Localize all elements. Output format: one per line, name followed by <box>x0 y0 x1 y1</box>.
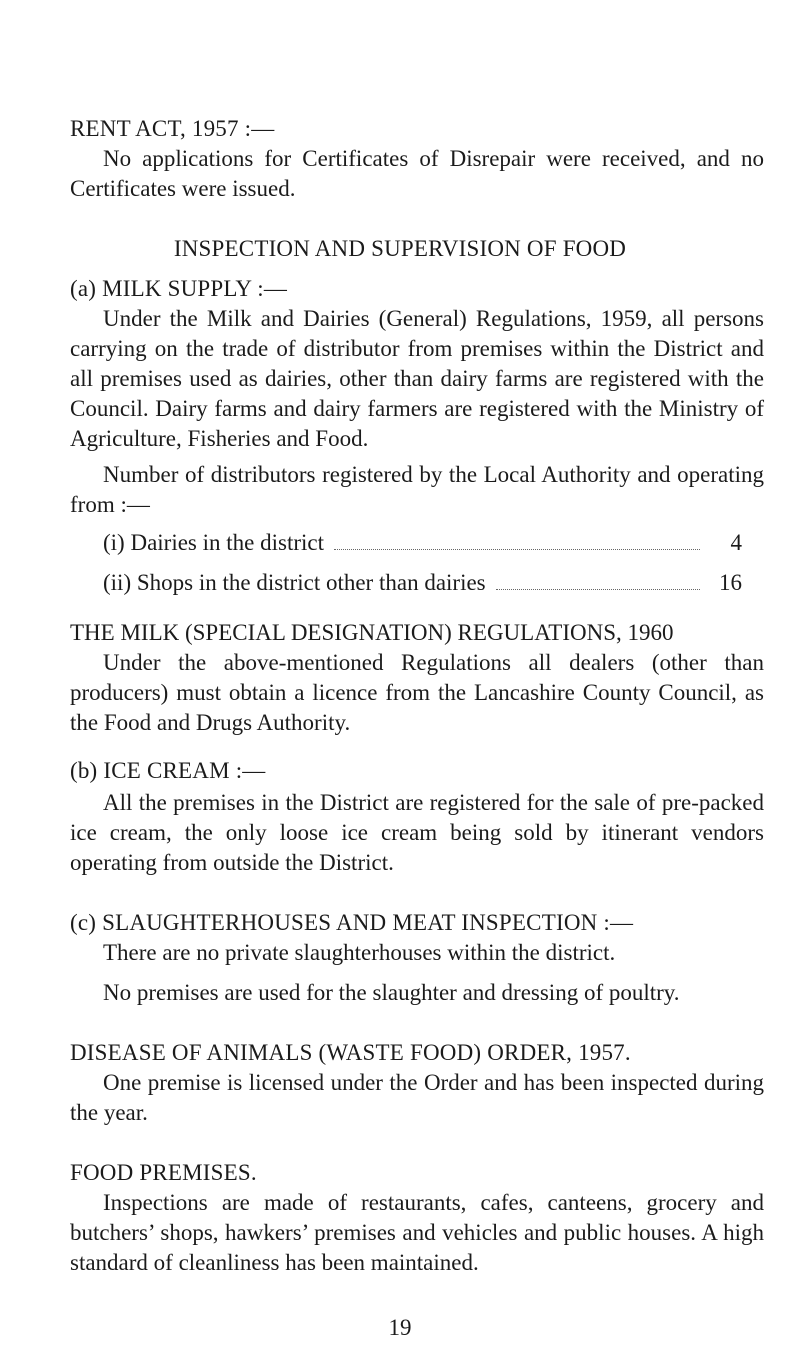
slaughterhouses-line-2: No premises are used for the slaughter and dressing of poultry. <box>103 980 680 1005</box>
food-section-heading: INSPECTION AND SUPERVISION OF FOOD <box>173 236 627 261</box>
ice-cream-heading: (b) ICE CREAM :— <box>70 758 266 783</box>
ice-cream-text: All the premises in the District are registered for the sale of pre-packed ice cream, the only loose ice cream being sold by itinerant vendors operating from outside the District. <box>70 790 764 875</box>
rent-act-text: No applications for Certificates of Disrepair were received, and no Certificates were issued. <box>70 146 764 201</box>
page-number: 19 <box>388 1315 412 1340</box>
distributor-row-shops <box>103 568 764 598</box>
food-premises-text: Inspections are made of restaurants, cafes, canteens, grocery and butchers’ shops, hawkers’ premises and vehicles and public houses. A high standard of cleanliness has been maintained. <box>70 1190 764 1275</box>
milk-supply-text: Under the Milk and Dairies (General) Regulations, 1959, all persons carrying on the trade of distributor from premises within the District and all premises used as dairies, other than dairy farms are registered with the Council. Dairy farms and dairy farmers are registered with the Ministry of Agriculture, Fisheries and Food. <box>70 306 764 451</box>
distributor-row-value: 4 <box>730 530 742 555</box>
milk-supply-heading: (a) MILK SUPPLY :— <box>70 276 288 301</box>
slaughterhouses-heading: (c) SLAUGHTERHOUSES AND MEAT INSPECTION :— <box>70 910 634 935</box>
disease-order-text: One premise is licensed under the Order and has been inspected during the year. <box>70 1070 764 1125</box>
special-designation-heading: THE MILK (SPECIAL DESIGNATION) REGULATIONS, 1960 <box>70 620 674 645</box>
distributor-row-label: (ii) Shops in the district other than dairies <box>103 570 486 595</box>
distributor-row-value: 16 <box>719 570 742 595</box>
distributor-row-dairies <box>103 528 764 558</box>
disease-order-heading: DISEASE OF ANIMALS (WASTE FOOD) ORDER, 1957. <box>70 1040 631 1065</box>
distributors-intro: Number of distributors registered by the Local Authority and operating from :— <box>70 462 764 517</box>
slaughterhouses-line-1: There are no private slaughterhouses within the district. <box>103 940 616 965</box>
rent-act-heading: RENT ACT, 1957 :— <box>70 116 275 141</box>
dot-leader <box>334 549 700 550</box>
page-body <box>70 114 764 1278</box>
distributor-row-label: (i) Dairies in the district <box>103 530 324 555</box>
food-premises-heading: FOOD PREMISES. <box>70 1160 257 1185</box>
special-designation-text: Under the above-mentioned Regulations all dealers (other than producers) must obtain a licence from the Lancashire County Council, as the Food and Drugs Authority. <box>70 650 764 735</box>
dot-leader <box>496 589 700 590</box>
